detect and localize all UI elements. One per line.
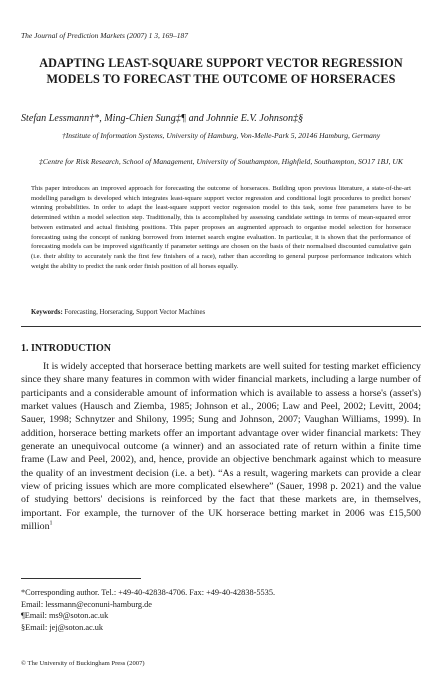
affiliation-southampton: ‡Centre for Risk Research, School of Management, University of Southampton, Highfield, Southampton, SO17 1BJ, UK (39, 157, 403, 166)
paper-title: ADAPTING LEAST-SQUARE SUPPORT VECTOR REGRESSION MODELS TO FORECAST THE OUTCOME OF HORSERACES (39, 56, 403, 86)
keywords-label: Keywords: (31, 309, 63, 316)
keywords-line (31, 309, 411, 316)
abstract: This paper introduces an improved approach for forecasting the outcome of horseraces. Building upon previous literature, a state-of-the-art modelling paradigm is developed which integrates least-square support vector regression and conditional logit procedures to predict horses' winning probabilities. In order to adapt the least-square support vector regression model to this task, some free parameters have to be determined within a model selection step. Traditionally, this is accomplished by assessing candidate settings in terms of mean-squared error between estimated and actual finishing positions. This paper proposes an augmented approach to organise model selection for horserace forecasting using the concept of ranking borrowed from internet search engine evaluation. In particular, it is shown that the performance of forecasting models can be improved significantly if parameter settings are chosen on the basis of their normalised discounted cumulative gain (i.e. their ability to accurately rank the first few finishers of a race), rather than according to general purpose performance indicators which weight the ability to predict the rank order finish position of all horses equally. (31, 185, 411, 270)
divider (21, 326, 421, 327)
footnote-corresponding-author: *Corresponding author. Tel.: +49-40-42838-4706. Fax: +49-40-42838-5535. (21, 588, 276, 597)
footnote-email-sung: ¶Email: ms9@soton.ac.uk (21, 611, 109, 621)
copyright-notice: © The University of Buckingham Press (2007) (21, 660, 145, 667)
footnote-email-lessmann: Email: lessmann@econuni-hamburg.de (21, 599, 152, 609)
body-paragraph-text: It is widely accepted that horserace betting markets are well suited for testing market efficiency since they share many features in common with wider financial markets, including a large number of participants and a considerable amount of information which is available to assess a horse's (asset's) market values (Hausch and Ziemba, 1985; Johnson et al., 2006; Law and Peel, 2002; Levitt, 2004; Sauer, 1998; Schnytzer and Shilony, 1995; Sung and Johnson, 2007; Vaughan Williams, 1999). In addition, horserace betting markets offer an important advantage over wider financial markets: They generate an unequivocal outcome (a winner) and an associated rate of return within a finite time frame (Law and Peel, 2002), and, hence, provide an objective benchmark against which to measure the quality of an investment decision (i.e. a bet). “As a result, wagering markets can provide a clear view of pricing issues which are more complicated elsewhere” (Sauer, 1998 p. 2021) and the value of studying bettors' decisions is reinforced by the fact that these markets are, in themselves, important. For example, the turnover of the UK horserace betting market in 2006 was £15,500 million (21, 361, 421, 533)
affiliation-hamburg: †Institute of Information Systems, University of Hamburg, Von-Melle-Park 5, 20146 Hamburg, Germany (61, 131, 381, 140)
footnotes (21, 587, 421, 633)
section-heading: 1. INTRODUCTION (21, 343, 112, 354)
running-head: The Journal of Prediction Markets (2007) 1 3, 169–187 (21, 31, 188, 40)
author-list: Stefan Lessmann†*, Ming-Chien Sung‡¶ and Johnnie E.V. Johnson‡§ (21, 113, 304, 124)
footnote-marker: 1 (49, 520, 53, 527)
footnote-divider (21, 578, 141, 579)
keywords-value: Forecasting, Horseracing, Support Vector Machines (64, 309, 206, 316)
footnote-email-johnson: §Email: jej@soton.ac.uk (21, 622, 104, 632)
body-paragraph (21, 360, 421, 533)
